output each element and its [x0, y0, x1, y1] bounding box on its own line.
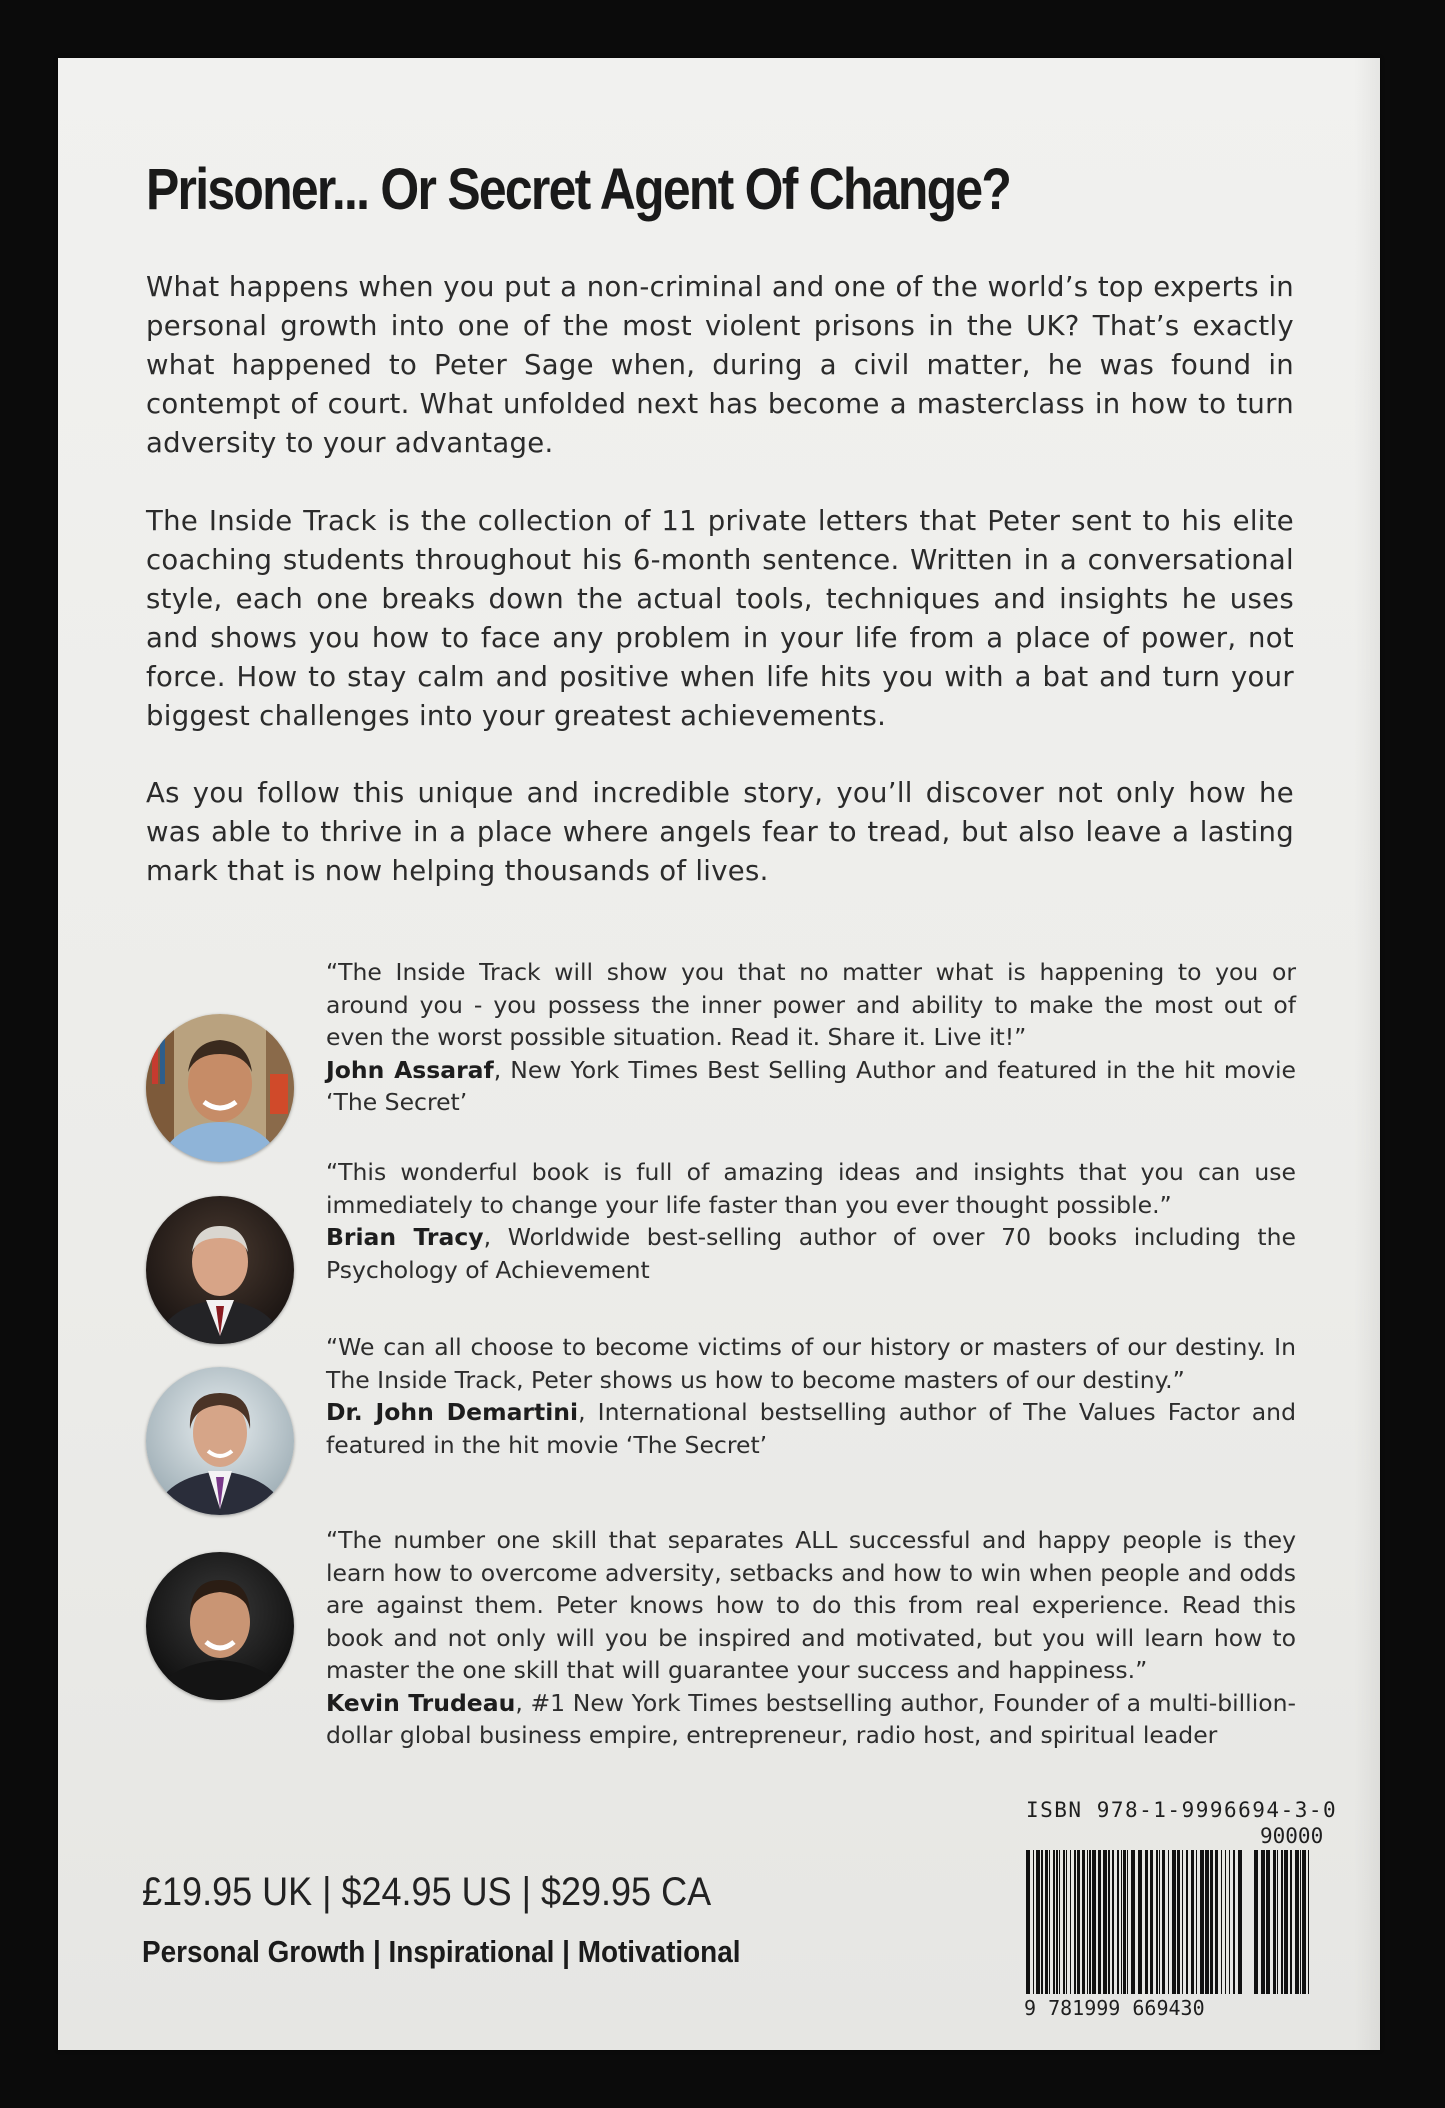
barcode-bar: [1103, 1850, 1107, 1994]
barcode-bar: [1059, 1850, 1060, 1994]
barcode-bar: [1229, 1850, 1230, 1994]
blurb-paragraph-3: As you follow this unique and incredible story, you’ll discover not only how he was able to thrive in a place where angels fear to tread, but also leave a lasting mark that is now helping thousands of lives.: [146, 777, 1294, 887]
barcode-bar: [1261, 1850, 1265, 1994]
barcode-bar: [1108, 1850, 1110, 1994]
endorsement-quote: “We can all choose to become victims of our history or masters of our destiny. In The Inside Track, Peter shows us how to become masters of our destiny.”: [326, 1333, 1296, 1394]
blurb-paragraph-1: What happens when you put a non-criminal and one of the world’s top experts in personal growth into one of the most violent prisons in the UK? That’s exactly what happened to Peter Sage when, during a civil matter, he was found in contempt of court. What unfolded next has become a masterclass in how to turn adversity to your advantage.: [146, 271, 1294, 459]
endorser-portrait: [146, 1552, 294, 1700]
blurb-paragraph-2: The Inside Track is the collection of 11 private letters that Peter sent to his elite coaching students throughout his 6-month sentence. Written in a conversational style, each one breaks down the actual tools, techniques and insights he uses and shows you how to face any problem in your life from a place of power, not force. How to stay calm and positive when life hits you with a bat and turn your biggest challenges into your greatest achievements.: [146, 505, 1294, 732]
endorsement-quote: “The Inside Track will show you that no matter what is happening to you or around you - you possess the inner power and ability to make the most out of even the worst possible situation. Read it. Share it. Live it!”: [326, 958, 1296, 1051]
barcode-bar: [1036, 1850, 1040, 1994]
barcode-bar: [1092, 1850, 1096, 1994]
barcode-bar: [1162, 1850, 1165, 1994]
isbn-barcode: [964, 1798, 1338, 2038]
barcode-bar: [1177, 1850, 1180, 1994]
endorsement-text: [326, 1156, 1296, 1286]
barcode-bar: [1089, 1850, 1091, 1994]
barcode-bar: [1156, 1850, 1158, 1994]
barcode-bar: [1308, 1850, 1309, 1994]
barcode-bar: [1277, 1850, 1278, 1994]
barcode-bar: [1290, 1850, 1292, 1994]
barcode-bar: [1056, 1850, 1058, 1994]
endorsement-quote: “This wonderful book is full of amazing ideas and insights that you can use immediately to change your life faster than you ever thought possible.”: [326, 1158, 1296, 1219]
barcode-bar: [1215, 1850, 1218, 1994]
barcode-bar: [1159, 1850, 1160, 1994]
barcode-bar: [1117, 1850, 1119, 1994]
barcode-bar: [1138, 1850, 1142, 1994]
barcode-bar: [1302, 1850, 1306, 1994]
barcode-bar: [1221, 1850, 1222, 1994]
endorser-credit: , Worldwide best-selling author of over 70 books including the Psychology of Achievement: [326, 1223, 1296, 1284]
endorser-name: Brian Tracy: [326, 1223, 484, 1251]
barcode-bar: [1070, 1850, 1071, 1994]
barcode-bar: [1233, 1850, 1235, 1994]
barcode-bar: [1191, 1850, 1194, 1994]
endorser-name: Dr. John Demartini: [326, 1398, 579, 1426]
barcode-bar: [1210, 1850, 1213, 1994]
barcode-bar: [1045, 1850, 1048, 1994]
barcode-bar: [1150, 1850, 1153, 1994]
price-line: £19.95 UK | $24.95 US | $29.95 CA: [142, 1870, 712, 1914]
barcode-bar: [1281, 1850, 1283, 1994]
endorsement-quote: “The number one skill that separates ALL successful and happy people is they learn how to overcome adversity, setbacks and how to win when people and odds are against them. Peter knows how to do this from real experience. Read this book and not only will you be inspired and motivated, but you will learn how to master the one skill that will guarantee your success and happiness.”: [326, 1526, 1296, 1684]
cover-title: Prisoner... Or Secret Agent Of Change?: [146, 157, 1011, 222]
barcode-bar: [1121, 1850, 1122, 1994]
barcode-bar: [1168, 1850, 1169, 1994]
endorser-credit: , #1 New York Times bestselling author, Founder of a multi-billion-dollar global business empire, entrepreneur, radio host, and spiritual leader: [326, 1688, 1296, 1749]
ean-barcode-bars: [1026, 1850, 1242, 1994]
barcode-bar: [1131, 1850, 1135, 1994]
endorsement-text: [326, 956, 1296, 1119]
barcode-bar: [1087, 1850, 1088, 1994]
barcode-bar: [1112, 1850, 1114, 1994]
barcode-bar: [1225, 1850, 1226, 1994]
barcode-bar: [1273, 1850, 1276, 1994]
barcode-bar: [1145, 1850, 1148, 1994]
barcode-bar: [1266, 1850, 1270, 1994]
barcode-bar: [1300, 1850, 1301, 1994]
barcode-bar: [1127, 1850, 1128, 1994]
endorser-portrait: [146, 1196, 294, 1344]
barcode-bar: [1200, 1850, 1204, 1994]
barcode-bar: [1182, 1850, 1183, 1994]
spine-shade: [1354, 58, 1380, 2050]
barcode-bar: [1074, 1850, 1076, 1994]
barcode-bar: [1077, 1850, 1080, 1994]
isbn-text: ISBN 978-1-9996694-3-0: [1026, 1798, 1338, 1822]
addon-barcode-bars: [1254, 1850, 1310, 1994]
endorser-portrait: [146, 1367, 294, 1515]
barcode-bar: [1284, 1850, 1288, 1994]
barcode-bar: [1186, 1850, 1188, 1994]
endorser-credit: , New York Times Best Selling Author and featured in the hit movie ‘The Secret’: [326, 1055, 1296, 1116]
barcode-bar: [1063, 1850, 1065, 1994]
barcode-bar: [1033, 1850, 1034, 1994]
barcode-bar: [1123, 1850, 1126, 1994]
barcode-bar: [1196, 1850, 1197, 1994]
barcode-bar: [1066, 1850, 1067, 1994]
barcode-bar: [1026, 1850, 1030, 1994]
barcode-bar: [1205, 1850, 1209, 1994]
barcode-bar: [1041, 1850, 1043, 1994]
endorser-credit: , International bestselling author of The Values Factor and featured in the hit movie ‘The Secret’: [326, 1398, 1296, 1459]
endorser-portrait: [146, 1014, 294, 1162]
barcode-bar: [1295, 1850, 1299, 1994]
book-back-cover: [58, 58, 1380, 2050]
barcode-bar: [1238, 1850, 1242, 1994]
barcode-bar: [1049, 1850, 1050, 1994]
barcode-bar: [1082, 1850, 1085, 1994]
ean-digits-text: 9 781999 669430: [1024, 1996, 1205, 2020]
endorser-name: Kevin Trudeau: [326, 1688, 516, 1717]
genre-line: Personal Growth | Inspirational | Motivational: [142, 1934, 741, 1969]
barcode-bar: [1098, 1850, 1101, 1994]
price-code-text: 90000: [1260, 1824, 1324, 1848]
barcode-bar: [1172, 1850, 1176, 1994]
barcode-bar: [1254, 1850, 1258, 1994]
endorsement-text: [326, 1331, 1296, 1461]
endorser-name: John Assaraf: [326, 1055, 494, 1084]
endorsement-text: [326, 1524, 1296, 1752]
barcode-bar: [1053, 1850, 1055, 1994]
